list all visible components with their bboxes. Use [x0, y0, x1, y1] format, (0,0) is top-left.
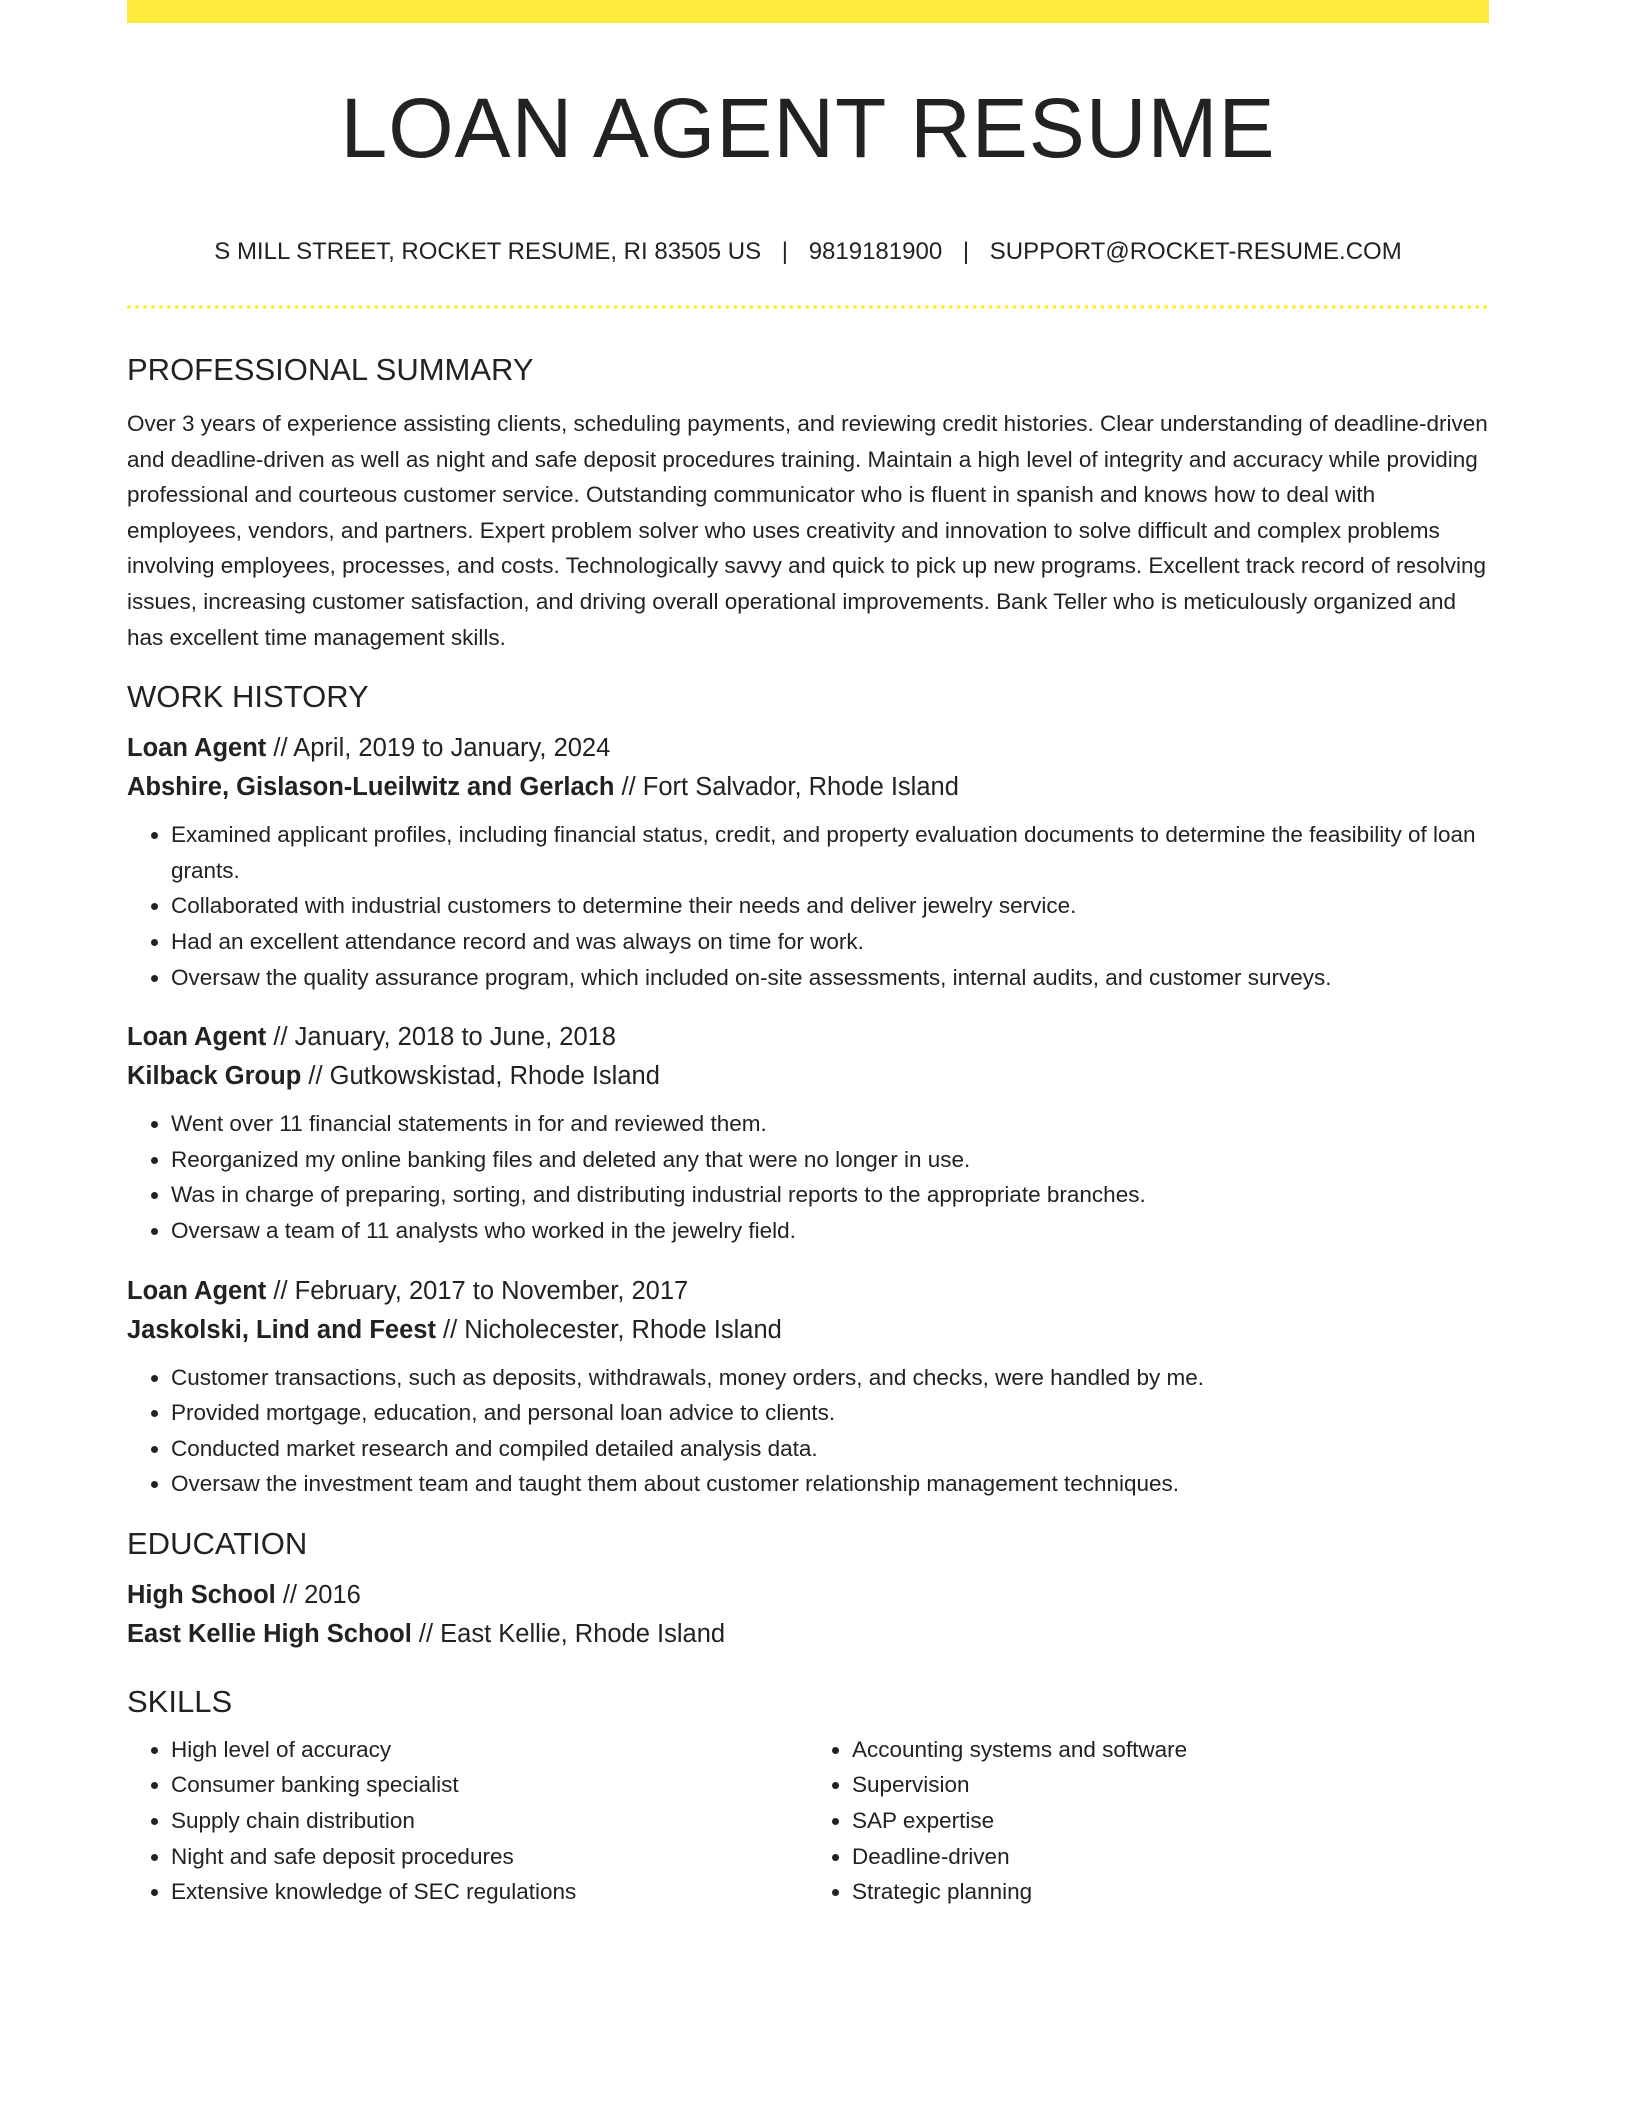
resume-content	[127, 350, 1489, 1910]
job-bullets	[127, 1106, 1489, 1248]
job-location: // Fort Salvador, Rhode Island	[614, 773, 959, 802]
skill-item: • Supervision	[852, 1767, 1489, 1803]
job-role: Loan Agent	[127, 1276, 267, 1305]
contact-separator: |	[962, 238, 970, 265]
dotted-divider	[127, 305, 1489, 309]
job-role-line	[127, 1272, 1489, 1311]
job-bullet: • Had an excellent attendance record and was always on time for work.	[171, 924, 1489, 960]
accent-top-bar	[127, 0, 1489, 23]
skill-item: • Strategic planning	[852, 1874, 1489, 1910]
contact-address: S MILL STREET, ROCKET RESUME, RI 83505 US	[214, 238, 762, 265]
job-bullets	[127, 1360, 1489, 1502]
education-school-line	[127, 1615, 1489, 1654]
skill-item: • High level of accuracy	[171, 1732, 808, 1768]
skill-item: • Night and safe deposit procedures	[171, 1839, 808, 1875]
job-role: Loan Agent	[127, 734, 267, 763]
job-dates: // February, 2017 to November, 2017	[266, 1276, 689, 1305]
job-bullet: • Oversaw the quality assurance program, which included on-site assessments, internal audits, and customer surveys.	[171, 960, 1489, 996]
job-role: Loan Agent	[127, 1023, 267, 1052]
education-year: // 2016	[275, 1580, 361, 1609]
job-bullet: • Conducted market research and compiled detailed analysis data.	[171, 1431, 1489, 1467]
job-bullet: • Reorganized my online banking files and deleted any that were no longer in use.	[171, 1142, 1489, 1178]
job-location: // Nicholecester, Rhode Island	[435, 1315, 782, 1344]
job-bullet: • Customer transactions, such as deposits, withdrawals, money orders, and checks, were handled by me.	[171, 1360, 1489, 1396]
section-title-work-history: WORK HISTORY	[127, 679, 369, 715]
contact-email: SUPPORT@ROCKET-RESUME.COM	[989, 238, 1402, 265]
contact-separator: |	[781, 238, 789, 265]
education-location: // East Kellie, Rhode Island	[411, 1619, 726, 1648]
contact-phone: 9819181900	[808, 238, 943, 265]
skills-columns	[127, 1732, 1489, 1910]
job-bullet: • Was in charge of preparing, sorting, and distributing industrial reports to the appropriate branches.	[171, 1177, 1489, 1213]
job-company: Jaskolski, Lind and Feest	[127, 1315, 436, 1344]
skill-item: • Supply chain distribution	[171, 1803, 808, 1839]
job-bullet: • Collaborated with industrial customers to determine their needs and deliver jewelry service.	[171, 888, 1489, 924]
skill-item: • Consumer banking specialist	[171, 1767, 808, 1803]
summary-text: Over 3 years of experience assisting clients, scheduling payments, and reviewing credit histories. Clear understanding of deadline-driven and deadline-driven as well as night and safe deposit procedures training. Maintain a high level of integrity and accuracy while providing professional and courteous customer service. Outstanding communicator who is fluent in spanish and knows how to deal with employees, vendors, and partners. Expert problem solver who uses creativity and innovation to solve difficult and complex problems involving employees, processes, and costs. Technologically savvy and quick to pick up new programs. Excellent track record of resolving issues, increasing customer satisfaction, and driving overall operational improvements. Bank Teller who is meticulously organized and has excellent time management skills.	[127, 411, 1488, 650]
job-bullet: • Oversaw a team of 11 analysts who worked in the jewelry field.	[171, 1213, 1489, 1249]
job-entry	[127, 729, 1489, 995]
job-bullet: • Went over 11 financial statements in for and reviewed them.	[171, 1106, 1489, 1142]
skill-item: • SAP expertise	[852, 1803, 1489, 1839]
education-school: East Kellie High School	[127, 1619, 412, 1648]
job-bullet: • Examined applicant profiles, including financial status, credit, and property evaluation documents to determine the feasibility of loan grants.	[171, 817, 1489, 888]
resume-title: LOAN AGENT RESUME	[340, 81, 1276, 175]
section-title-education: EDUCATION	[127, 1525, 308, 1561]
skills-list-right	[808, 1732, 1489, 1910]
job-dates: // January, 2018 to June, 2018	[266, 1023, 616, 1052]
section-title-summary: PROFESSIONAL SUMMARY	[127, 352, 534, 387]
job-role-line	[127, 1018, 1489, 1057]
skill-item: • Deadline-driven	[852, 1839, 1489, 1875]
contact-line	[127, 236, 1489, 268]
job-dates: // April, 2019 to January, 2024	[266, 734, 611, 763]
skills-list-left	[127, 1732, 808, 1910]
job-company: Kilback Group	[127, 1062, 302, 1091]
job-company-line	[127, 1311, 1489, 1350]
section-title-skills: SKILLS	[127, 1683, 233, 1719]
education-degree-line	[127, 1576, 1489, 1615]
job-company-line	[127, 768, 1489, 807]
job-bullet: • Provided mortgage, education, and personal loan advice to clients.	[171, 1395, 1489, 1431]
job-bullets	[127, 817, 1489, 995]
job-location: // Gutkowskistad, Rhode Island	[301, 1062, 660, 1091]
skill-item: • Accounting systems and software	[852, 1732, 1489, 1768]
job-entry	[127, 1018, 1489, 1248]
education-degree: High School	[127, 1580, 276, 1609]
job-company-line	[127, 1057, 1489, 1096]
education-entry	[127, 1576, 1489, 1654]
job-bullet: • Oversaw the investment team and taught them about customer relationship management techniques.	[171, 1466, 1489, 1502]
skill-item: • Extensive knowledge of SEC regulations	[171, 1874, 808, 1910]
job-entry	[127, 1272, 1489, 1502]
job-role-line	[127, 729, 1489, 768]
job-company: Abshire, Gislason-Lueilwitz and Gerlach	[127, 773, 615, 802]
